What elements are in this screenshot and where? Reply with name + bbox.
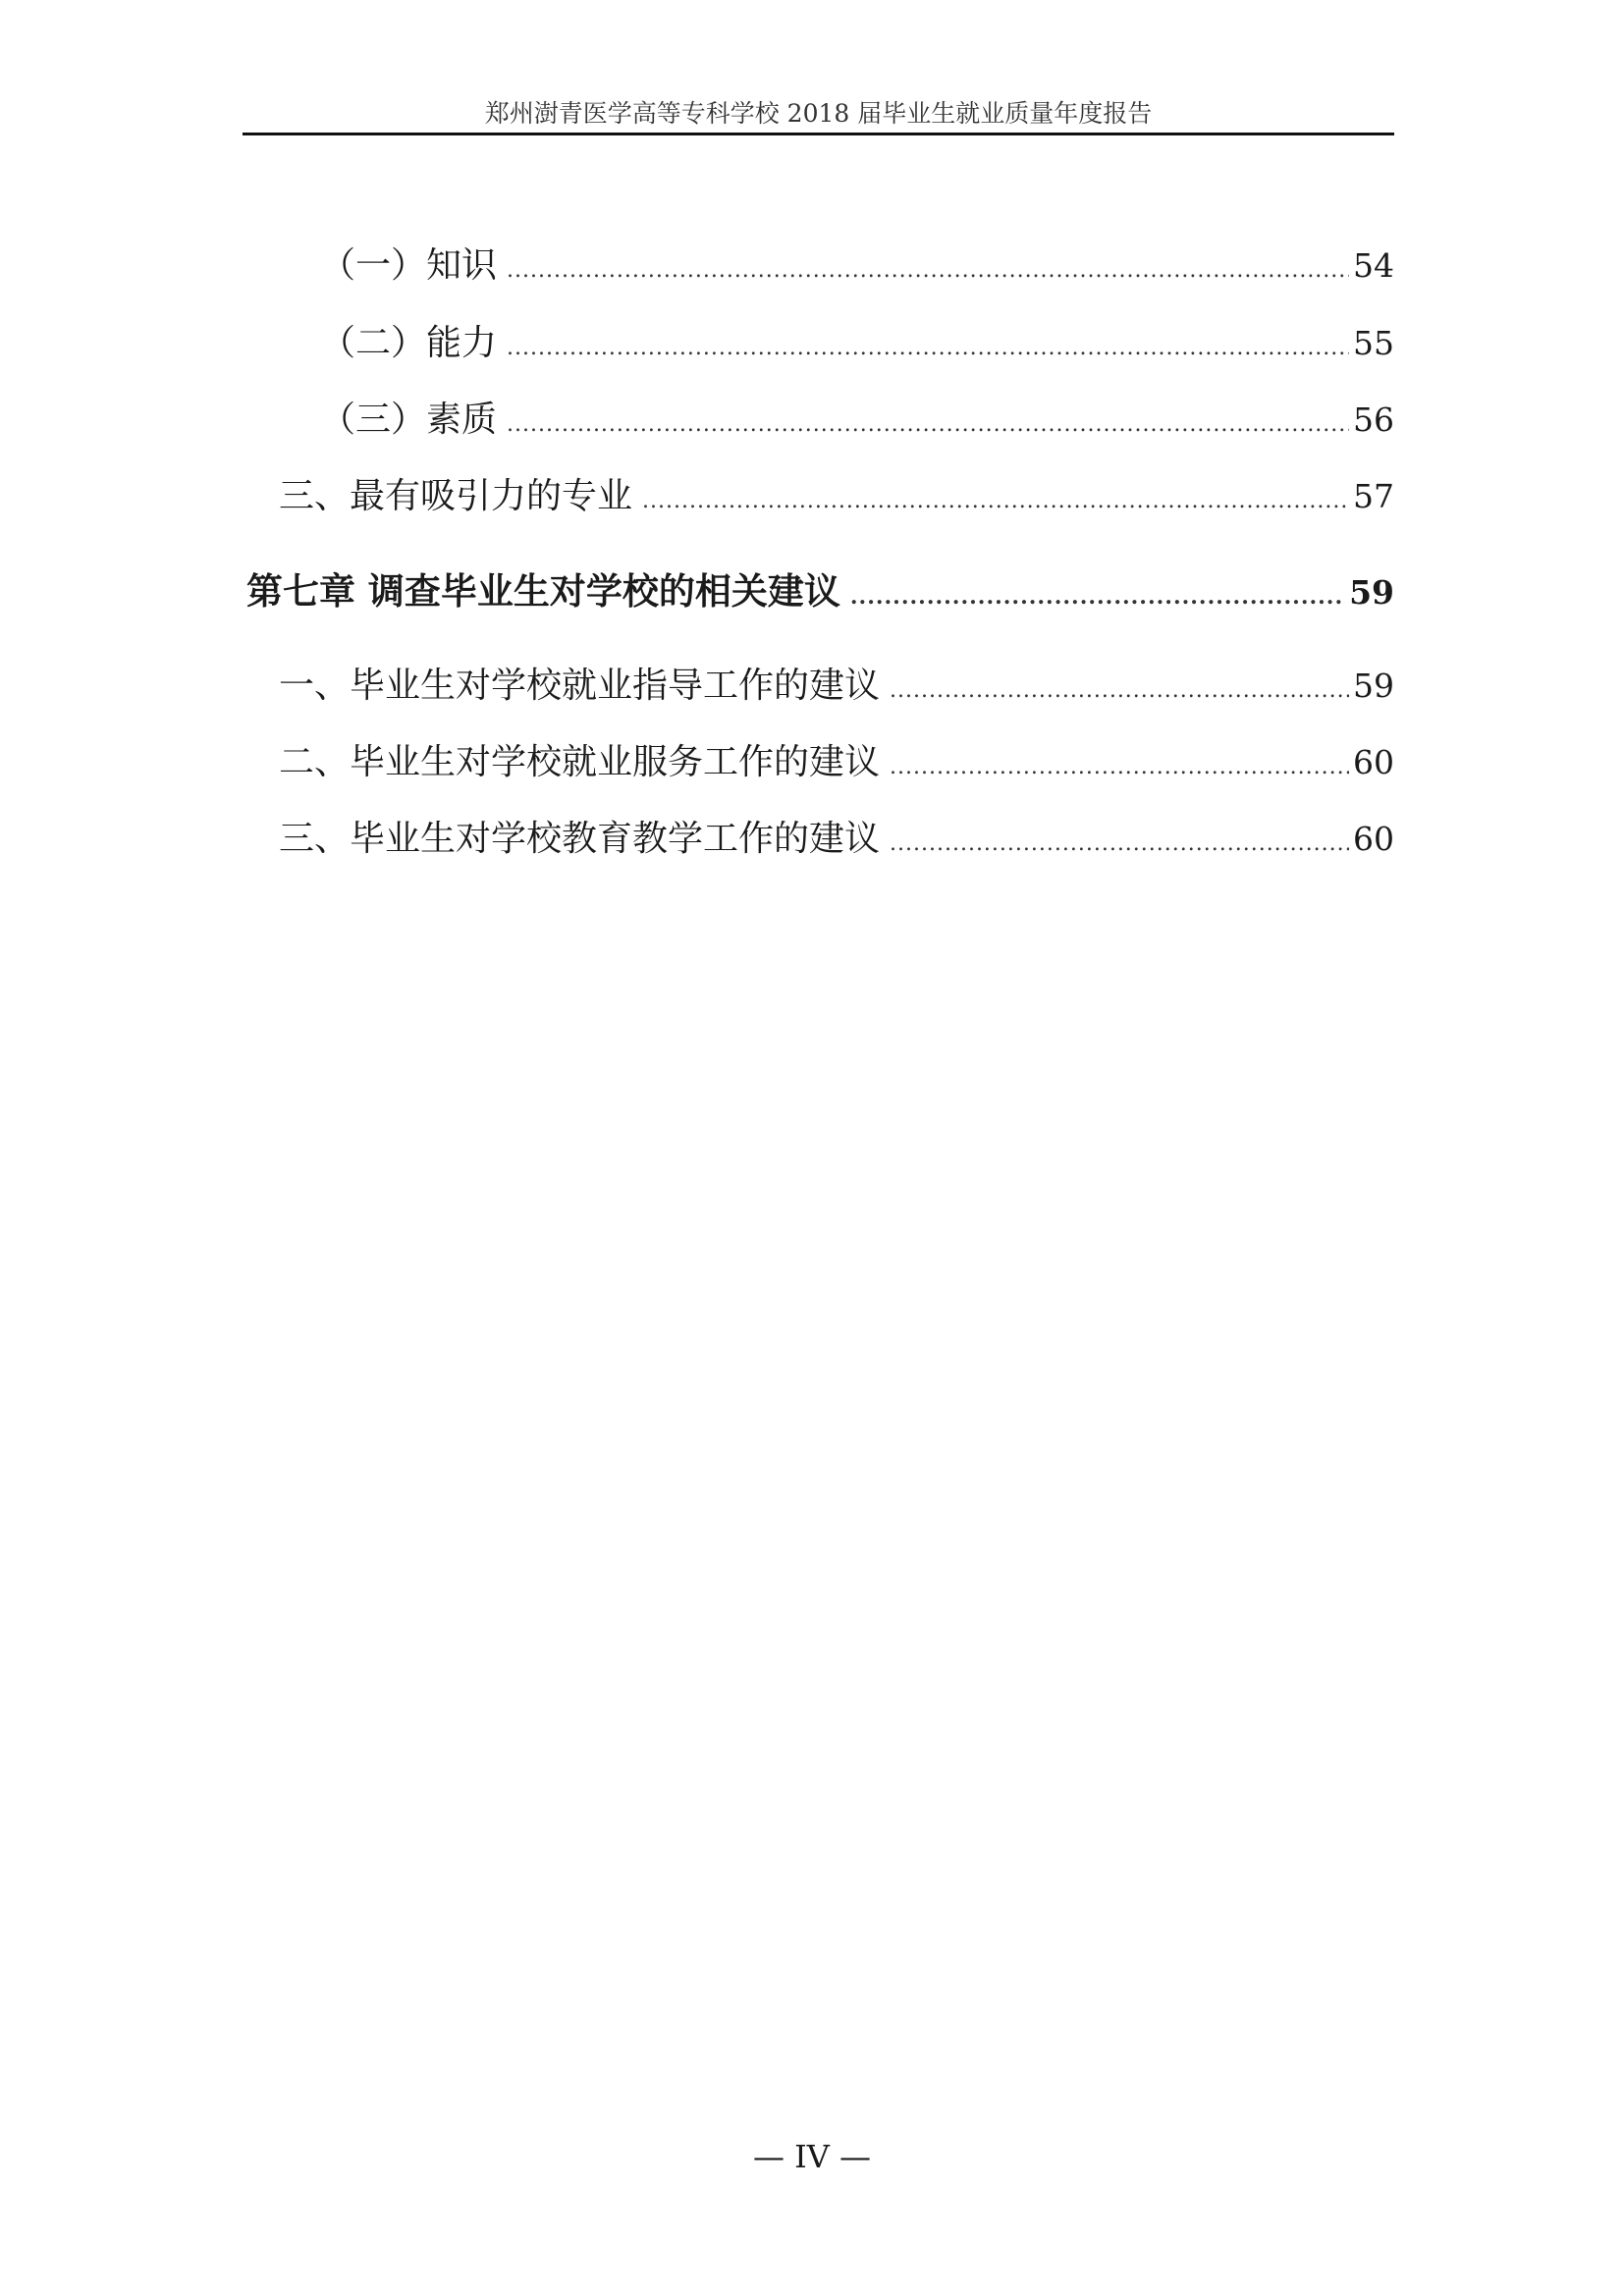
toc-entry-page: 59: [1349, 573, 1394, 612]
toc-entry-label: （二）能力: [320, 323, 498, 363]
toc-entry-teaching[interactable]: [279, 815, 1394, 864]
dot-leader: [507, 246, 1349, 295]
toc-entry-label: 一、毕业生对学校就业指导工作的建议: [279, 666, 881, 706]
page-number: — IV —: [752, 2138, 872, 2175]
toc-entry-label: 三、最有吸引力的专业: [279, 476, 633, 516]
toc-entry-page: 60: [1353, 743, 1394, 781]
dot-leader: [890, 820, 1349, 869]
toc-entry-label: 第七章 调查毕业生对学校的相关建议: [246, 570, 840, 613]
toc-entry-career-services[interactable]: [279, 738, 1394, 787]
dot-leader: [890, 743, 1349, 792]
toc-entry-page: 54: [1353, 246, 1394, 285]
dot-leader: [507, 324, 1349, 373]
toc-entry-knowledge[interactable]: [320, 241, 1394, 291]
running-header: 郑州澍青医学高等专科学校 2018 届毕业生就业质量年度报告: [484, 99, 1153, 128]
toc-entry-page: 60: [1353, 820, 1394, 858]
toc-entry-chapter-7[interactable]: [246, 567, 1394, 616]
toc-entry-page: 59: [1353, 667, 1394, 705]
header-rule: [243, 133, 1394, 135]
toc-entry-label: 二、毕业生对学校就业服务工作的建议: [279, 742, 881, 782]
toc-entry-page: 57: [1353, 477, 1394, 515]
dot-leader: [850, 572, 1345, 621]
toc-entry-label: （三）素质: [320, 400, 498, 440]
dot-leader: [642, 477, 1349, 526]
dot-leader: [890, 667, 1349, 716]
toc-entry-quality[interactable]: [320, 396, 1394, 445]
dot-leader: [507, 400, 1349, 450]
toc-entry-label: （一）知识: [320, 245, 498, 286]
toc-entry-page: 56: [1353, 400, 1394, 439]
toc-entry-label: 三、毕业生对学校教育教学工作的建议: [279, 819, 881, 859]
toc-entry-page: 55: [1353, 324, 1394, 362]
toc-entry-attractive-majors[interactable]: [279, 472, 1394, 521]
toc-entry-career-guidance[interactable]: [279, 662, 1394, 711]
toc-entry-ability[interactable]: [320, 319, 1394, 368]
